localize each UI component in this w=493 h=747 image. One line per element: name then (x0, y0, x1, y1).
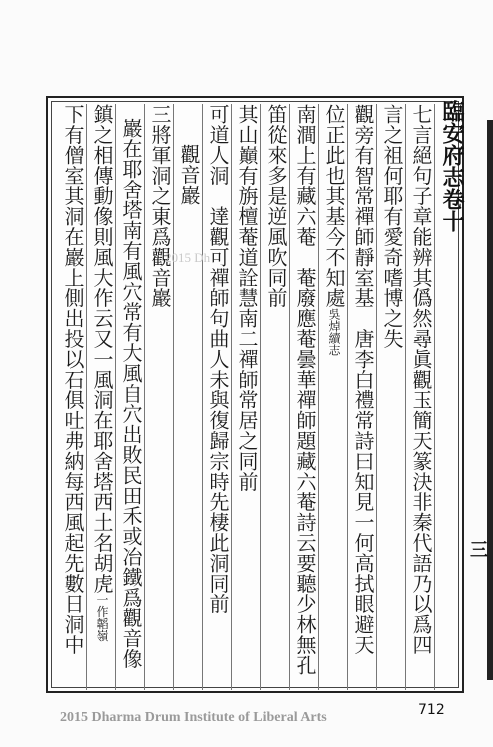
text-column-5: 南澗上有藏六菴 菴廢應菴曇華禪師題藏六菴詩云要聽少林無孔 (293, 104, 317, 676)
text-column-8: 可道人洞 達觀可禪師句曲人未與復歸宗時先棲此洞同前 (206, 104, 230, 614)
text-column-4: 位正此也其基今不知處吳焯續志 (322, 104, 346, 356)
text-column-12: 鎮之相傳動像則風大作云又一風洞在耶舍塔西土名胡虎一作韜嶺 (90, 104, 114, 642)
column-rule (115, 104, 116, 690)
running-header: 臨安府志卷十 (439, 100, 465, 232)
column-rule (202, 104, 203, 690)
column-rule (86, 104, 87, 690)
interlinear-note: 一作韜嶺 (95, 593, 109, 642)
page-number: 712 (418, 702, 445, 718)
section-heading: 觀音巖 (177, 144, 201, 206)
watermark-faint: 2015 Dh (165, 250, 211, 265)
column-rule (260, 104, 261, 690)
folio-mark: 三 (470, 540, 488, 561)
column-rule (173, 104, 174, 690)
page-edge-bar (487, 120, 493, 680)
text-column-7: 其山巔有旃檀菴道詮慧南二禪師常居之同前 (235, 104, 259, 492)
watermark: 2015 Dharma Drum Institute of Liberal Arts (60, 710, 327, 725)
text-column-2: 言之祖何耶有愛奇嗜博之失 (380, 104, 404, 349)
text-column-11: 巖在耶舍塔南有風穴常有大風自穴出敗民田禾或冶鐵爲觀音像 (119, 118, 143, 669)
column-rule (318, 104, 319, 690)
text-column-13: 下有僧室其洞在巖上側出投以石俱吐弗納每西風起先數日洞中 (61, 104, 85, 655)
text-column-3: 觀旁有智常禪師靜室基 唐李白禮常詩曰知見一何高拭眼避天 (351, 104, 375, 655)
text-column-6: 笛從來多是逆風吹同前 (264, 104, 288, 308)
interlinear-note: 吳焯續志 (327, 308, 341, 356)
column-rule (434, 104, 435, 690)
column-rule (376, 104, 377, 690)
column-rule (347, 104, 348, 690)
column-rule (231, 104, 232, 690)
column-rule (144, 104, 145, 690)
text-column-10: 三將軍洞之東爲觀音巖 (148, 104, 172, 308)
column-rule (289, 104, 290, 690)
text-column-1: 七言絕句子章能辨其僞然尋眞觀玉簡天篆決非秦代語乃以爲四 (409, 104, 433, 655)
column-rule (405, 104, 406, 690)
